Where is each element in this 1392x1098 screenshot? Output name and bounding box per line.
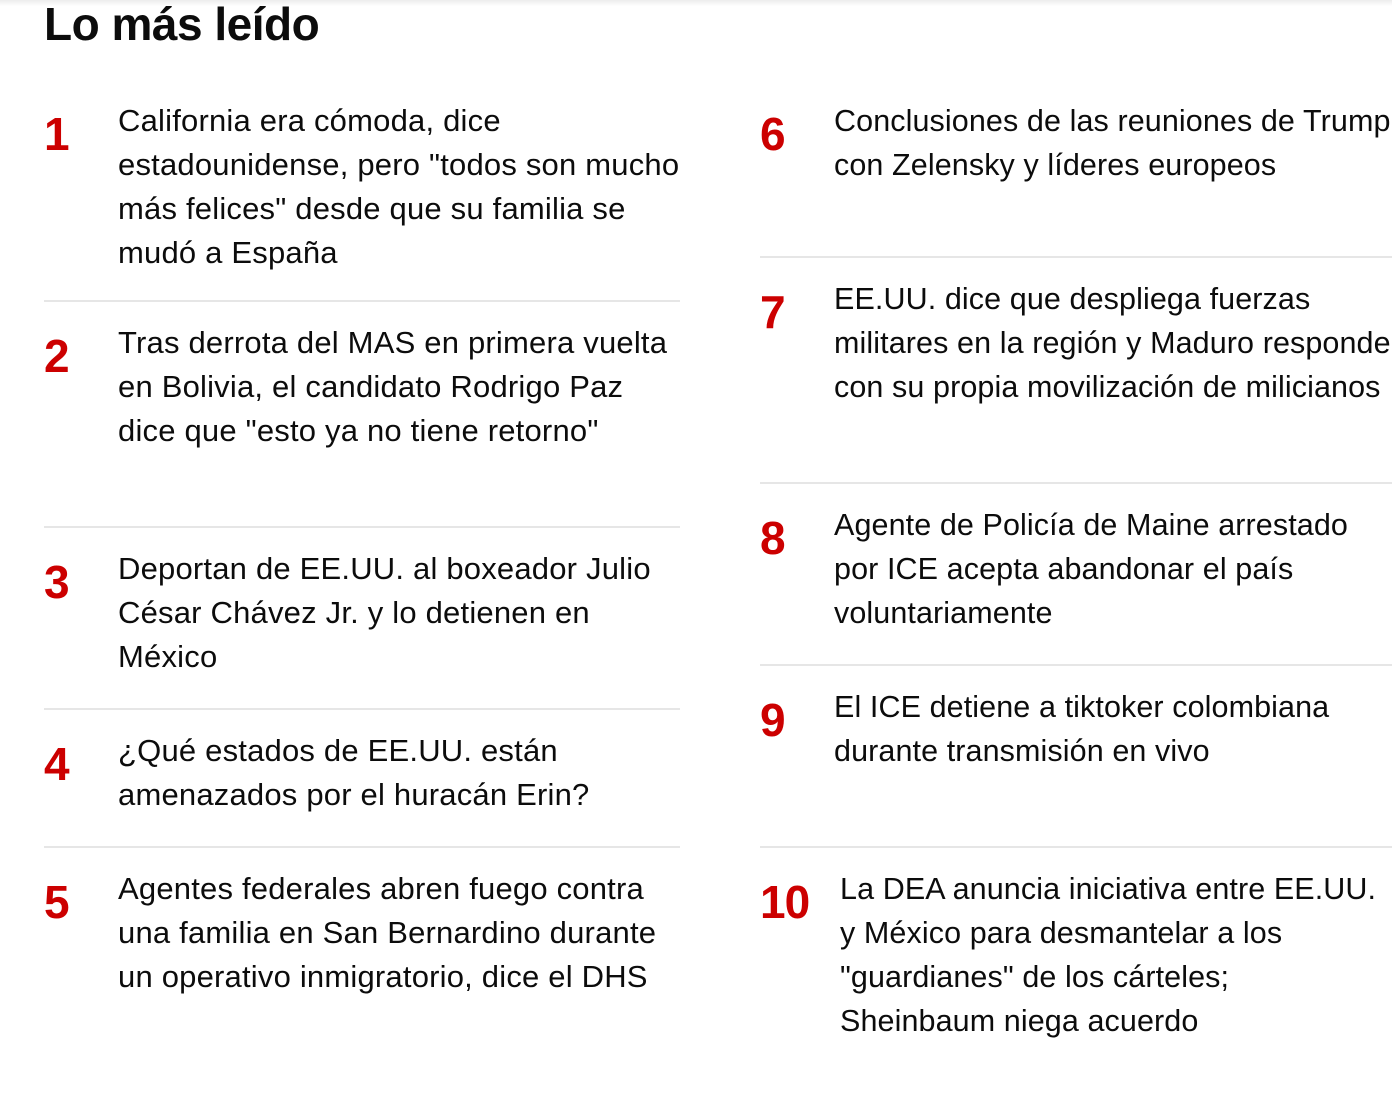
article-rank: 2 bbox=[44, 330, 69, 382]
article-rank: 1 bbox=[44, 108, 69, 160]
article-item-9[interactable] bbox=[760, 666, 1392, 848]
article-headline-link[interactable]: Agente de Policía de Maine arrestado por ICE acepta abandonar el país voluntariamente bbox=[834, 508, 1348, 630]
article-headline-link[interactable]: La DEA anuncia iniciativa entre EE.UU. y México para desmantelar a los "guardianes" de los cárteles; Sheinbaum niega acuerdo bbox=[840, 872, 1377, 1038]
section-title: Lo más leído bbox=[44, 0, 320, 50]
article-headline-link[interactable]: Conclusiones de las reuniones de Trump con Zelensky y líderes europeos bbox=[834, 104, 1391, 182]
article-rank: 4 bbox=[44, 738, 69, 790]
article-item-5[interactable] bbox=[44, 848, 680, 1048]
article-headline-link[interactable]: ¿Qué estados de EE.UU. están amenazados por el huracán Erin? bbox=[118, 733, 590, 812]
article-headline-link[interactable]: Deportan de EE.UU. al boxeador Julio César Chávez Jr. y lo detienen en México bbox=[118, 551, 651, 674]
article-rank: 3 bbox=[44, 556, 69, 608]
most-read-column-left bbox=[44, 80, 680, 1048]
article-rank: 5 bbox=[44, 876, 69, 928]
article-rank: 10 bbox=[760, 876, 810, 928]
article-item-7[interactable] bbox=[760, 258, 1392, 484]
article-rank: 9 bbox=[760, 694, 785, 746]
article-rank: 8 bbox=[760, 512, 785, 564]
article-item-6[interactable] bbox=[760, 80, 1392, 258]
article-rank: 7 bbox=[760, 286, 785, 338]
article-headline-link[interactable]: EE.UU. dice que despliega fuerzas militares en la región y Maduro responde con su propia movilización de milicianos bbox=[834, 282, 1391, 404]
article-headline-link[interactable]: California era cómoda, dice estadounidense, pero "todos son mucho más felices" desde que su familia se mudó a España bbox=[118, 103, 680, 270]
most-read-column-right bbox=[760, 80, 1392, 1048]
article-item-3[interactable] bbox=[44, 528, 680, 710]
article-item-1[interactable] bbox=[44, 80, 680, 302]
article-item-2[interactable] bbox=[44, 302, 680, 528]
article-item-4[interactable] bbox=[44, 710, 680, 848]
article-item-8[interactable] bbox=[760, 484, 1392, 666]
article-headline-link[interactable]: Tras derrota del MAS en primera vuelta en Bolivia, el candidato Rodrigo Paz dice que "esto ya no tiene retorno" bbox=[118, 325, 668, 448]
article-headline-link[interactable]: El ICE detiene a tiktoker colombiana durante transmisión en vivo bbox=[834, 690, 1330, 768]
article-item-10[interactable] bbox=[760, 848, 1392, 1048]
article-headline-link[interactable]: Agentes federales abren fuego contra una familia en San Bernardino durante un operativo inmigratorio, dice el DHS bbox=[118, 871, 657, 994]
article-rank: 6 bbox=[760, 108, 785, 160]
